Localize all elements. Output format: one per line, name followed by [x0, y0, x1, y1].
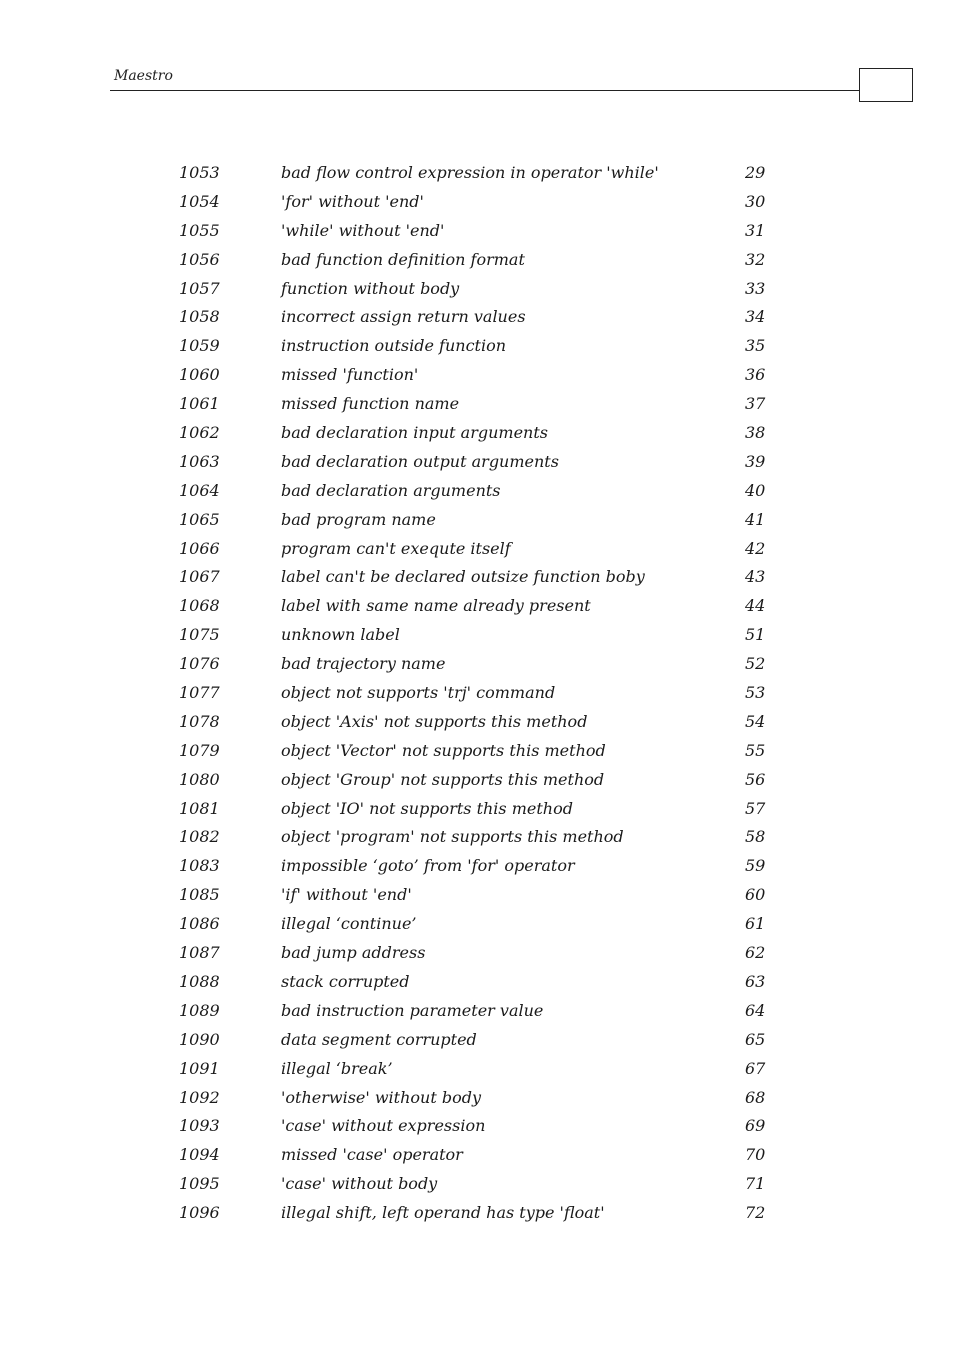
error-value: 29 — [745, 163, 766, 182]
table-row — [0, 332, 954, 361]
error-code: 1055 — [179, 220, 220, 240]
error-message: stack corrupted — [281, 971, 410, 991]
header-rule — [110, 90, 860, 91]
error-code: 1066 — [179, 538, 220, 558]
error-message: object not supports 'trj' command — [281, 683, 556, 703]
table-row — [0, 1170, 954, 1199]
error-message: bad declaration arguments — [281, 480, 501, 500]
error-code: 1079 — [179, 740, 220, 760]
error-code: 1096 — [179, 1203, 220, 1223]
error-code: 1058 — [179, 307, 220, 327]
error-message: bad declaration input arguments — [281, 423, 548, 443]
error-value: 60 — [745, 885, 766, 905]
error-message: instruction outside function — [281, 336, 507, 356]
error-message: bad instruction parameter value — [281, 1000, 544, 1020]
error-message: unknown label — [281, 625, 400, 645]
table-row — [0, 881, 954, 910]
error-message: 'case' without expression — [281, 1116, 486, 1136]
error-value: 52 — [745, 654, 766, 674]
error-value: 35 — [745, 336, 766, 356]
table-row — [0, 1084, 954, 1113]
error-value: 44 — [745, 596, 766, 616]
table-row — [0, 419, 954, 448]
error-code: 1064 — [179, 480, 220, 500]
error-message: object 'program' not supports this method — [281, 827, 624, 847]
error-message: 'while' without 'end' — [281, 220, 445, 240]
table-row — [0, 535, 954, 564]
table-row — [0, 563, 954, 592]
error-value: 58 — [745, 827, 766, 847]
error-value: 33 — [745, 278, 766, 298]
error-message: data segment corrupted — [281, 1029, 477, 1049]
error-message: 'if' without 'end' — [281, 885, 412, 905]
error-code: 1067 — [179, 567, 220, 587]
error-message: object 'Group' not supports this method — [281, 769, 605, 789]
table-row — [0, 1112, 954, 1141]
error-message: label with same name already present — [281, 596, 591, 616]
error-value: 30 — [745, 191, 766, 211]
error-message: missed 'case' operator — [281, 1145, 463, 1165]
error-code: 1089 — [179, 1000, 220, 1020]
error-value: 36 — [745, 365, 766, 385]
error-code: 1090 — [179, 1029, 220, 1049]
error-code: 1060 — [179, 365, 220, 385]
error-message: missed 'function' — [281, 365, 419, 385]
error-value: 40 — [745, 480, 766, 500]
error-value: 64 — [745, 1000, 766, 1020]
error-message: incorrect assign return values — [281, 307, 526, 327]
error-value: 51 — [745, 625, 766, 645]
error-message: bad trajectory name — [281, 654, 446, 674]
table-row — [0, 1055, 954, 1084]
error-code: 1091 — [179, 1058, 220, 1078]
error-value: 42 — [745, 538, 766, 558]
error-value: 63 — [745, 971, 766, 991]
error-message: bad program name — [281, 509, 436, 529]
error-code: 1092 — [179, 1087, 220, 1107]
running-header-title: Maestro — [114, 68, 173, 84]
error-message: illegal ‘continue’ — [281, 914, 417, 934]
table-row — [0, 650, 954, 679]
error-value: 70 — [745, 1145, 766, 1165]
error-value: 61 — [745, 914, 766, 934]
error-message: illegal shift, left operand has type 'float' — [281, 1203, 605, 1223]
error-message: object 'IO' not supports this method — [281, 798, 573, 818]
error-value: 69 — [745, 1116, 766, 1136]
error-code: 1080 — [179, 769, 220, 789]
error-value: 65 — [745, 1029, 766, 1049]
error-code: 1053 — [179, 163, 220, 182]
error-value: 39 — [745, 451, 766, 471]
error-value: 41 — [745, 509, 766, 529]
error-message: 'for' without 'end' — [281, 191, 424, 211]
table-row — [0, 361, 954, 390]
error-code: 1059 — [179, 336, 220, 356]
error-value: 34 — [745, 307, 766, 327]
error-code: 1087 — [179, 943, 220, 963]
error-code: 1054 — [179, 191, 220, 211]
error-code: 1063 — [179, 451, 220, 471]
error-message: object 'Axis' not supports this method — [281, 711, 588, 731]
table-row — [0, 246, 954, 275]
table-row — [0, 448, 954, 477]
table-row — [0, 997, 954, 1026]
error-code: 1083 — [179, 856, 220, 876]
error-code: 1062 — [179, 423, 220, 443]
error-code: 1078 — [179, 711, 220, 731]
error-message: bad jump address — [281, 943, 426, 963]
table-row — [0, 708, 954, 737]
error-code: 1077 — [179, 683, 220, 703]
error-message: impossible ‘goto’ from 'for' operator — [281, 856, 575, 876]
error-code: 1065 — [179, 509, 220, 529]
error-value: 32 — [745, 249, 766, 269]
error-code: 1075 — [179, 625, 220, 645]
error-message: 'otherwise' without body — [281, 1087, 482, 1107]
error-value: 71 — [745, 1174, 766, 1194]
error-message: object 'Vector' not supports this method — [281, 740, 606, 760]
error-code: 1082 — [179, 827, 220, 847]
table-row — [0, 477, 954, 506]
table-row — [0, 1199, 954, 1228]
error-value: 31 — [745, 220, 766, 240]
table-row — [0, 910, 954, 939]
table-row — [0, 217, 954, 246]
error-message: 'case' without body — [281, 1174, 438, 1194]
error-message: function without body — [281, 278, 460, 298]
error-code: 1088 — [179, 971, 220, 991]
error-code: 1076 — [179, 654, 220, 674]
table-row — [0, 159, 954, 188]
error-value: 55 — [745, 740, 766, 760]
table-row — [0, 390, 954, 419]
error-value: 67 — [745, 1058, 766, 1078]
table-row — [0, 939, 954, 968]
error-value: 62 — [745, 943, 766, 963]
error-message: missed function name — [281, 394, 460, 414]
error-value: 59 — [745, 856, 766, 876]
error-value: 53 — [745, 683, 766, 703]
table-row — [0, 737, 954, 766]
error-message: program can't exequte itself — [281, 538, 511, 558]
error-message: bad declaration output arguments — [281, 451, 559, 471]
table-row — [0, 592, 954, 621]
error-message: bad function definition format — [281, 249, 525, 269]
table-row — [0, 795, 954, 824]
error-code: 1086 — [179, 914, 220, 934]
error-code: 1081 — [179, 798, 220, 818]
error-value: 54 — [745, 711, 766, 731]
table-row — [0, 303, 954, 332]
error-message: illegal ‘break’ — [281, 1058, 393, 1078]
error-code: 1068 — [179, 596, 220, 616]
error-value: 68 — [745, 1087, 766, 1107]
error-value: 72 — [745, 1203, 766, 1223]
error-code: 1056 — [179, 249, 220, 269]
error-value: 37 — [745, 394, 766, 414]
error-value: 38 — [745, 423, 766, 443]
table-row — [0, 506, 954, 535]
table-row — [0, 188, 954, 217]
error-value: 43 — [745, 567, 766, 587]
error-code-table — [0, 159, 954, 1228]
page-header — [0, 0, 954, 110]
table-row — [0, 823, 954, 852]
page-number-box — [859, 68, 913, 102]
error-message: label can't be declared outsize function boby — [281, 567, 645, 587]
error-code: 1094 — [179, 1145, 220, 1165]
table-row — [0, 621, 954, 650]
error-code: 1095 — [179, 1174, 220, 1194]
table-row — [0, 968, 954, 997]
table-row — [0, 275, 954, 304]
table-row — [0, 679, 954, 708]
error-value: 57 — [745, 798, 766, 818]
error-code: 1093 — [179, 1116, 220, 1136]
table-row — [0, 852, 954, 881]
table-row — [0, 1141, 954, 1170]
error-code: 1085 — [179, 885, 220, 905]
error-code: 1061 — [179, 394, 220, 414]
error-value: 56 — [745, 769, 766, 789]
table-row — [0, 1026, 954, 1055]
error-code: 1057 — [179, 278, 220, 298]
table-row — [0, 766, 954, 795]
error-message: bad flow control expression in operator 'while' — [281, 163, 659, 182]
